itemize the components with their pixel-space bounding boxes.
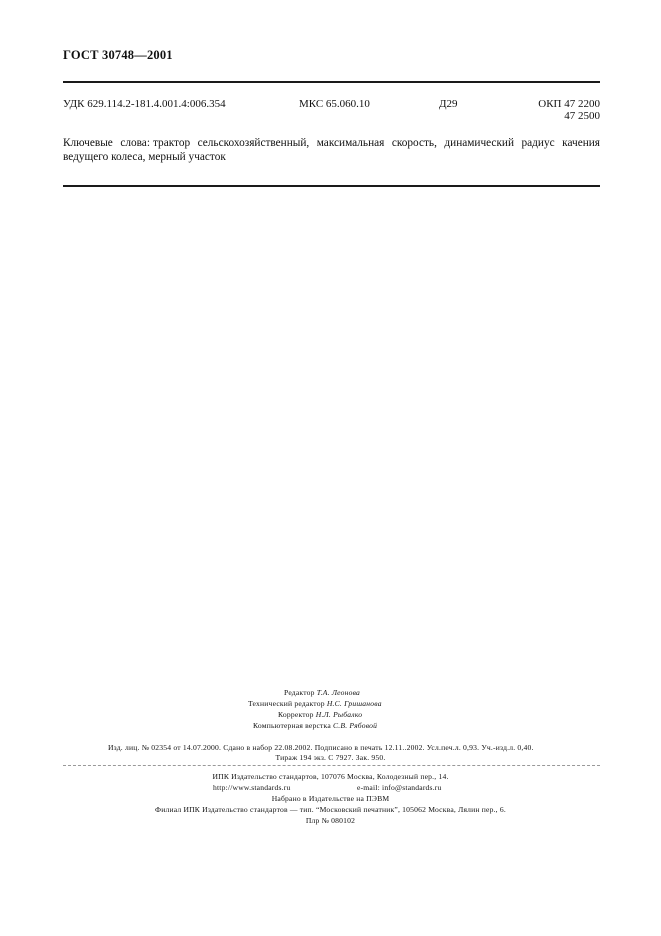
credit-tech-editor — [248, 699, 382, 708]
credit-editor — [284, 688, 360, 697]
typeset-note: Набрано в Издательстве на ПЭВМ — [271, 794, 390, 803]
editor-name: Т.А. Леонова — [316, 688, 361, 697]
keywords-label: Ключевые слова: — [63, 137, 150, 149]
keywords-paragraph — [63, 136, 600, 164]
editor-role: Редактор — [284, 688, 315, 697]
publisher-address: ИПК Издательство стандартов, 107076 Москва, Колодезный пер., 14. — [212, 772, 449, 781]
publisher-website: http://www.standards.ru — [213, 783, 291, 792]
license-number: Плр № 080102 — [305, 816, 356, 825]
udk-code: УДК 629.114.2-181.4.001.4:006.354 — [63, 98, 226, 110]
publisher-block — [0, 771, 661, 826]
group-code: Д29 — [439, 98, 458, 110]
corrector-role: Корректор — [278, 710, 314, 719]
layout-name: С.В. Рябовой — [333, 721, 378, 730]
tech-editor-name: Н.С. Гришанова — [326, 699, 382, 708]
publisher-contacts — [0, 782, 661, 793]
standard-code-header: ГОСТ 30748—2001 — [63, 48, 173, 62]
print-run: Тираж 194 экз. С 7927. Зак. 950. — [275, 753, 386, 762]
okp-codes — [520, 98, 600, 122]
credit-layout — [253, 721, 377, 730]
okp-code-1: ОКП 47 2200 — [538, 98, 600, 110]
keywords-text: трактор сельскохозяйственный, максимальная скорость, динамический радиус качения ведущего колеса, мерный участок — [63, 137, 601, 163]
branch-address: Филиал ИПК Издательство стандартов — тип. “Московский печатник”, 105062 Москва, Лялин пер., 6. — [155, 805, 506, 814]
corrector-name: Н.Л. Рыбалко — [315, 710, 363, 719]
publisher-email: e-mail: info@standards.ru — [357, 783, 442, 792]
okp-code-2: 47 2500 — [564, 110, 600, 122]
credit-corrector — [278, 710, 362, 719]
tech-editor-role: Технический редактор — [248, 699, 325, 708]
publication-details: Изд. лиц. № 02354 от 14.07.2000. Сдано в набор 22.08.2002. Подписано в печать 12.11..2002. Усл.печ.л. 0,93. Уч.-изд.л. 0,40. — [108, 743, 534, 752]
bottom-rule — [63, 185, 600, 187]
dashed-divider — [63, 765, 600, 766]
mks-code: МКС 65.060.10 — [299, 98, 370, 110]
layout-role: Компьютерная верстка — [253, 721, 331, 730]
top-rule — [63, 81, 600, 83]
